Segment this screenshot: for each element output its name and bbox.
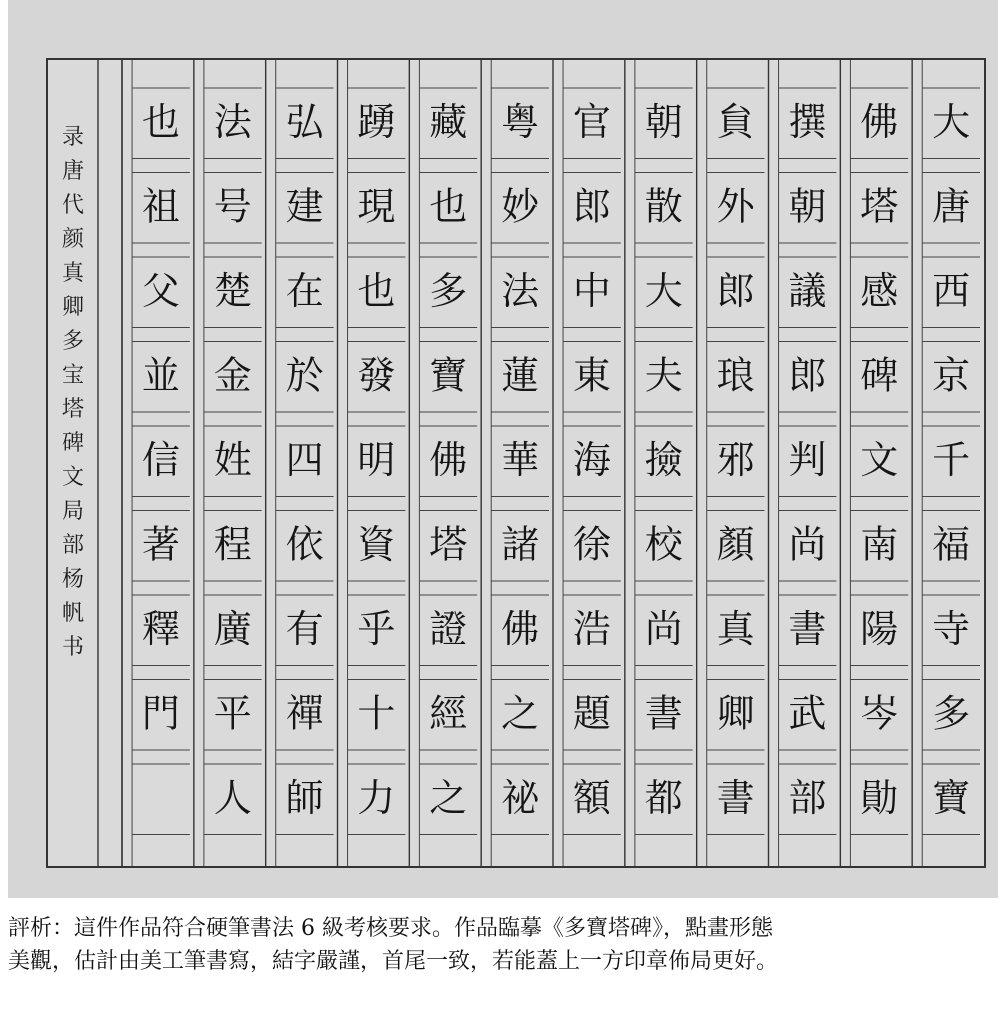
grid-char: 佛 bbox=[429, 437, 468, 482]
grid-char: 乎 bbox=[357, 606, 396, 651]
grid-char: 判 bbox=[788, 437, 827, 482]
grid-char: 塔 bbox=[429, 522, 468, 567]
grid-char: 書 bbox=[716, 775, 755, 820]
grid-char: 發 bbox=[357, 353, 396, 398]
grid-char: 資 bbox=[357, 522, 396, 567]
grid-char: 法 bbox=[213, 99, 252, 144]
grid-char: 議 bbox=[788, 268, 827, 313]
inscription-char: 杨 bbox=[61, 567, 85, 592]
grid-char: 朝 bbox=[644, 99, 683, 144]
inscription-char: 多 bbox=[61, 329, 85, 354]
grid-char: 浩 bbox=[572, 606, 611, 651]
grid-char: 夫 bbox=[644, 353, 683, 398]
inscription-char: 局 bbox=[61, 499, 85, 524]
grid-char: 門 bbox=[141, 691, 180, 736]
grid-char: 書 bbox=[644, 691, 683, 736]
grid-char: 佛 bbox=[501, 606, 540, 651]
calligraphy-sheet bbox=[46, 58, 986, 868]
grid-char: 多 bbox=[932, 691, 971, 736]
calligraphy-photo bbox=[8, 0, 998, 898]
grid-char: 證 bbox=[429, 606, 468, 651]
grid-char: 粤 bbox=[501, 99, 540, 144]
inscription-char: 书 bbox=[61, 635, 85, 660]
grid-char: 西 bbox=[932, 268, 971, 313]
grid-char: 諸 bbox=[501, 522, 540, 567]
grid-char: 明 bbox=[357, 437, 396, 482]
grid-char: 在 bbox=[285, 268, 324, 313]
caption-line-1: 評析：這件作品符合硬筆書法 6 級考核要求。作品臨摹《多寶塔碑》，點畫形態 bbox=[8, 916, 773, 941]
grid-char: 弘 bbox=[285, 99, 324, 144]
grid-char: 文 bbox=[860, 437, 899, 482]
grid-char: 顏 bbox=[716, 522, 755, 567]
grid-char: 師 bbox=[285, 775, 324, 820]
grid-char: 福 bbox=[932, 522, 971, 567]
grid-char: 寶 bbox=[429, 353, 468, 398]
inscription-char: 部 bbox=[61, 533, 85, 558]
grid-char: 妙 bbox=[501, 184, 540, 229]
grid-char: 書 bbox=[788, 606, 827, 651]
grid-char: 号 bbox=[213, 184, 252, 229]
grid-char: 外 bbox=[716, 184, 755, 229]
grid-char: 楚 bbox=[213, 268, 252, 313]
grid-char: 廣 bbox=[213, 606, 252, 651]
inscription-char: 颜 bbox=[61, 227, 85, 252]
grid-char: 貟 bbox=[716, 99, 755, 144]
grid-char: 依 bbox=[285, 522, 324, 567]
grid-char: 並 bbox=[141, 353, 180, 398]
inscription-char: 塔 bbox=[61, 397, 85, 422]
grid-char: 撰 bbox=[788, 99, 827, 144]
inscription-char: 唐 bbox=[61, 159, 85, 184]
grid-char: 散 bbox=[644, 184, 683, 229]
review-caption bbox=[8, 912, 998, 978]
grid-char: 也 bbox=[429, 184, 468, 229]
grid-char: 卿 bbox=[716, 691, 755, 736]
inscription-char: 录 bbox=[61, 125, 85, 150]
grid-char: 力 bbox=[357, 775, 396, 820]
grid-char: 尚 bbox=[788, 522, 827, 567]
grid-char: 東 bbox=[572, 353, 611, 398]
grid-char: 姓 bbox=[213, 437, 252, 482]
grid-char: 寶 bbox=[932, 775, 971, 820]
grid-char: 唐 bbox=[932, 184, 971, 229]
grid-char: 郎 bbox=[716, 268, 755, 313]
grid-char: 也 bbox=[141, 99, 180, 144]
grid-char: 陽 bbox=[860, 606, 899, 651]
grid-char: 人 bbox=[213, 775, 252, 820]
grid-char: 藏 bbox=[429, 99, 468, 144]
grid-char: 塔 bbox=[860, 184, 899, 229]
grid-char: 郎 bbox=[788, 353, 827, 398]
inscription-char: 真 bbox=[61, 261, 85, 286]
grid-char: 大 bbox=[932, 99, 971, 144]
grid-char: 四 bbox=[285, 437, 324, 482]
grid-char: 於 bbox=[285, 353, 324, 398]
calligraphy-grid bbox=[48, 60, 984, 866]
grid-char: 校 bbox=[644, 522, 683, 567]
grid-char: 題 bbox=[572, 691, 611, 736]
grid-char: 著 bbox=[141, 522, 180, 567]
grid-char: 蓮 bbox=[501, 353, 540, 398]
grid-char: 勛 bbox=[860, 775, 899, 820]
inscription-char: 文 bbox=[61, 465, 85, 490]
grid-char: 郎 bbox=[572, 184, 611, 229]
grid-char: 有 bbox=[285, 606, 324, 651]
grid-char: 釋 bbox=[141, 606, 180, 651]
grid-char: 南 bbox=[860, 522, 899, 567]
grid-char: 感 bbox=[860, 268, 899, 313]
grid-char: 金 bbox=[213, 353, 252, 398]
grid-char: 經 bbox=[429, 691, 468, 736]
grid-char: 中 bbox=[572, 268, 611, 313]
grid-char: 踴 bbox=[357, 99, 396, 144]
grid-char: 法 bbox=[501, 268, 540, 313]
grid-char: 琅 bbox=[716, 353, 755, 398]
grid-char: 十 bbox=[357, 691, 396, 736]
caption-line-2: 美觀，估計由美工筆書寫，結字嚴謹，首尾一致，若能蓋上一方印章佈局更好。 bbox=[8, 949, 779, 974]
grid-char: 現 bbox=[357, 184, 396, 229]
inscription-char: 卿 bbox=[61, 295, 85, 320]
grid-char: 祖 bbox=[141, 184, 180, 229]
grid-char: 華 bbox=[501, 437, 540, 482]
grid-char: 武 bbox=[788, 691, 827, 736]
grid-char: 千 bbox=[932, 437, 971, 482]
grid-char: 撿 bbox=[644, 437, 683, 482]
grid-char: 多 bbox=[429, 268, 468, 313]
grid-char: 邪 bbox=[716, 437, 755, 482]
grid-char: 尚 bbox=[644, 606, 683, 651]
grid-char: 建 bbox=[285, 184, 324, 229]
grid-char: 寺 bbox=[932, 606, 971, 651]
grid-char: 之 bbox=[501, 691, 540, 736]
grid-char: 海 bbox=[572, 437, 611, 482]
grid-char: 禪 bbox=[285, 691, 324, 736]
grid-char: 京 bbox=[932, 353, 971, 398]
grid-char: 官 bbox=[572, 99, 611, 144]
grid-char: 佛 bbox=[860, 99, 899, 144]
grid-char: 信 bbox=[141, 437, 180, 482]
grid-char: 之 bbox=[429, 775, 468, 820]
grid-char: 父 bbox=[141, 268, 180, 313]
inscription-char: 宝 bbox=[61, 363, 85, 388]
inscription-char: 代 bbox=[61, 193, 85, 218]
inscription-char: 碑 bbox=[61, 431, 85, 456]
grid-char: 大 bbox=[644, 268, 683, 313]
grid-char: 朝 bbox=[788, 184, 827, 229]
inscription-char: 帆 bbox=[61, 601, 85, 626]
grid-char: 都 bbox=[644, 775, 683, 820]
grid-char: 岑 bbox=[860, 691, 899, 736]
grid-char: 額 bbox=[572, 775, 611, 820]
grid-char: 徐 bbox=[572, 522, 611, 567]
grid-char: 也 bbox=[357, 268, 396, 313]
grid-char: 部 bbox=[788, 775, 827, 820]
grid-char: 真 bbox=[716, 606, 755, 651]
grid-char: 平 bbox=[213, 691, 252, 736]
grid-char: 碑 bbox=[860, 353, 899, 398]
grid-char: 程 bbox=[213, 522, 252, 567]
grid-char: 祕 bbox=[501, 775, 540, 820]
